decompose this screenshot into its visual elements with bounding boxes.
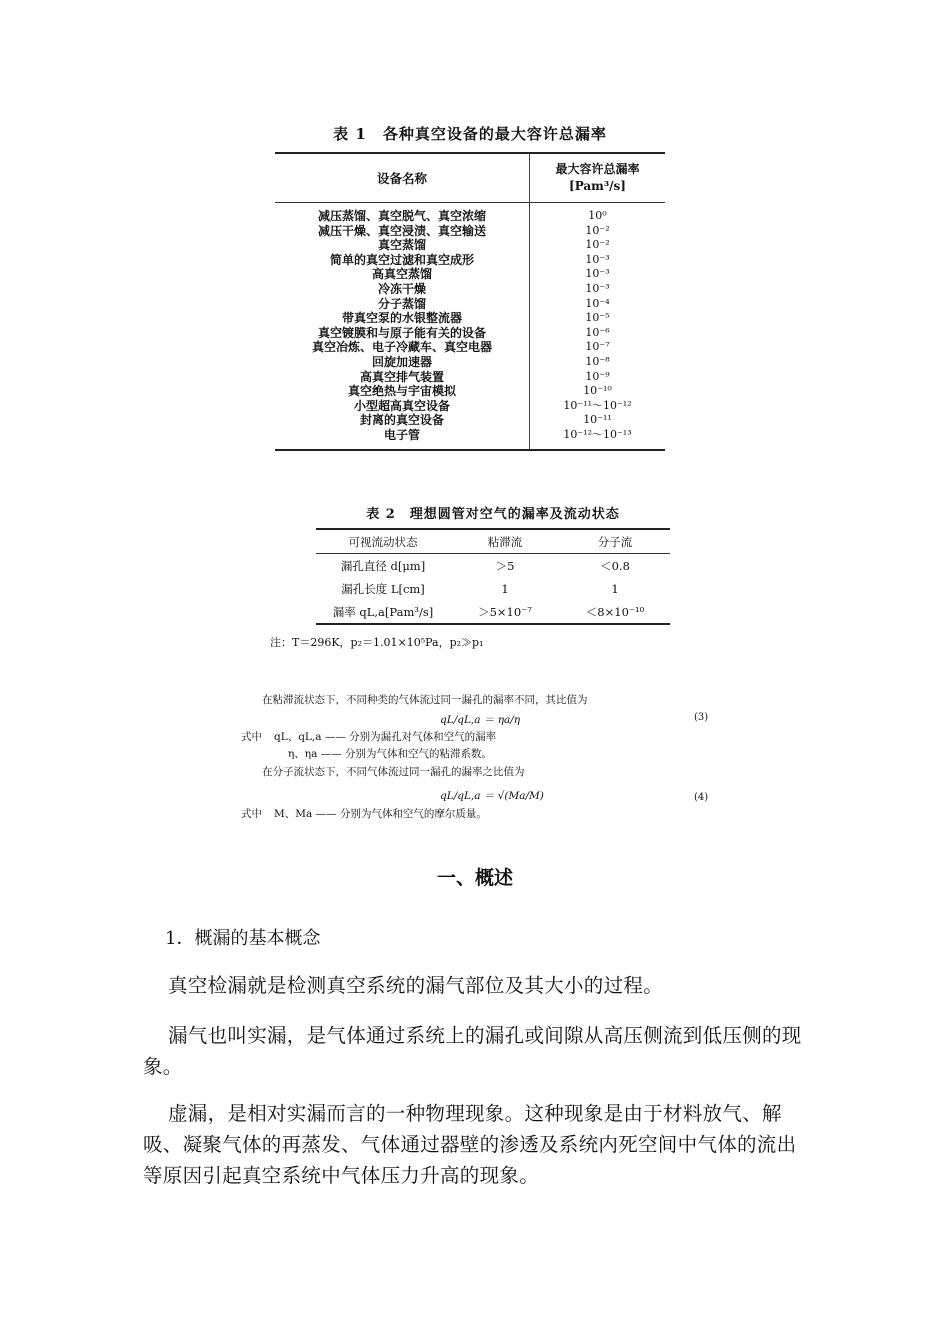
formula-where-2: 式中: [241, 808, 262, 820]
paragraph-1: 真空检漏就是检测真空系统的漏气部位及其大小的过程。: [168, 974, 664, 997]
table2-cell: ＜0.8: [600, 558, 630, 573]
table1-leak-rate: 10⁻³: [585, 267, 610, 281]
table-row: [275, 370, 665, 385]
table1-device-name: 小型超高真空设备: [275, 399, 530, 414]
table1-leak-rate: 10⁻⁴: [585, 296, 610, 310]
table-row: [316, 600, 670, 624]
table1-device-name: 分子蒸馏: [275, 297, 530, 312]
table1-device-name: 电子管: [275, 428, 530, 450]
paragraph-2: 漏气也叫实漏，是气体通过系统上的漏孔或间隙从高压侧流到低压侧的现象。: [143, 1024, 802, 1078]
table1-leak-rate: 10⁻⁷: [585, 340, 610, 354]
table1-device-name: 带真空泵的水银整流器: [275, 311, 530, 326]
formula-text-1: 在粘滞流状态下，不同种类的气体流过同一漏孔的漏率不同，其比值为: [262, 694, 588, 706]
table1-device-name: 真空冶炼、电子冷藏车、真空电器: [275, 340, 530, 355]
table1-device-name: 减压干燥、真空浸渍、真空输送: [275, 224, 530, 239]
table1-leak-rate: 10⁻⁹: [585, 369, 610, 383]
table1-header-rate-line2: [Pam³/s]: [569, 179, 626, 193]
table-row: [275, 297, 665, 312]
table2-cell: 漏孔直径 d[μm]: [340, 558, 426, 573]
table1-device-name: 真空绝热与宇宙模拟: [275, 384, 530, 399]
formula-text-5: M、Ma —— 分别为气体和空气的摩尔质量。: [274, 808, 487, 820]
formula-text-4: 在分子流状态下，不同气体流过同一漏孔的漏率之比值为: [262, 766, 525, 778]
table-row: [275, 355, 665, 370]
table1-leak-rate: 10⁻¹¹: [583, 413, 612, 427]
table-row: [275, 413, 665, 428]
table-row: [275, 267, 665, 282]
table-row: [275, 224, 665, 239]
equation-3-number: (3): [694, 712, 709, 723]
table1-header-rate-line1: 最大容许总漏率: [555, 162, 640, 176]
table-row: [275, 203, 665, 224]
table1-header-rate: [530, 153, 666, 203]
table-row: [275, 340, 665, 355]
formula-text-2: qL、qL,a —— 分别为漏孔对气体和空气的漏率: [274, 731, 497, 743]
table1: [275, 152, 665, 451]
table2: [316, 528, 670, 625]
equation-3: qL/qL,a ＝ ηa/η: [440, 714, 521, 726]
table1-leak-rate: 10⁻³: [585, 252, 610, 266]
equation-4-number: (4): [694, 792, 709, 803]
table-row: [316, 577, 670, 600]
table1-leak-rate: 10⁻¹⁰: [583, 384, 612, 398]
table2-cell: ＞5: [495, 558, 515, 573]
table2-cell: ＜8×10⁻¹⁰: [585, 604, 645, 619]
table-row: [275, 311, 665, 326]
table1-header-name: 设备名称: [275, 153, 530, 203]
table1-device-name: 高真空排气装置: [275, 370, 530, 385]
table2-cell: ＞5×10⁻⁷: [478, 604, 532, 619]
table1-device-name: 冷冻干燥: [275, 282, 530, 297]
table2-cell: 漏率 qL,a[Pam³/s]: [332, 604, 434, 619]
table1-leak-rate: 10⁻⁸: [585, 354, 610, 368]
formula-where-1: 式中: [241, 731, 262, 743]
table-row: [275, 428, 665, 450]
table1-device-name: 减压蒸馏、真空脱气、真空浓缩: [275, 203, 530, 224]
subsection-heading: 1．概漏的基本概念: [165, 928, 321, 949]
table1-leak-rate: 10⁰: [588, 209, 607, 222]
formula-text-3: η、ηa —— 分别为气体和空气的粘滞系数。: [288, 748, 493, 760]
table2-cell: 1: [611, 581, 619, 596]
table1-leak-rate: 10⁻¹¹～10⁻¹²: [563, 398, 632, 412]
table-row: [275, 384, 665, 399]
table1-caption: 表 1 各种真空设备的最大容许总漏率: [333, 125, 607, 143]
table2-cell: 漏孔长度 L[cm]: [341, 581, 425, 596]
table1-device-name: 高真空蒸馏: [275, 267, 530, 282]
section-title: 一、概述: [436, 867, 513, 889]
table-row: [316, 554, 670, 578]
table1-leak-rate: 10⁻²: [585, 223, 610, 237]
table-row: [275, 238, 665, 253]
table1-device-name: 真空蒸馏: [275, 238, 530, 253]
table1-leak-rate: 10⁻⁶: [585, 325, 610, 339]
table1-leak-rate: 10⁻⁵: [585, 311, 610, 325]
equation-4: qL/qL,a ＝ √(Ma/M): [440, 790, 544, 802]
table2-header: 粘滞流: [450, 529, 560, 554]
table2-cell: 1: [501, 581, 509, 596]
table-row: [275, 282, 665, 297]
table-row: [275, 399, 665, 414]
table2-header: 可视流动状态: [316, 529, 450, 554]
table2-caption: 表 2 理想圆管对空气的漏率及流动状态: [366, 507, 620, 522]
table1-device-name: 封离的真空设备: [275, 413, 530, 428]
table1-device-name: 回旋加速器: [275, 355, 530, 370]
table1-body: [275, 203, 665, 450]
table2-note: 注：T＝296K，p₂＝1.01×10⁵Pa，p₂≫p₁: [270, 636, 484, 649]
table-row: [275, 253, 665, 268]
table-row: [275, 326, 665, 341]
table1-leak-rate: 10⁻²: [585, 238, 610, 252]
table1-leak-rate: 10⁻³: [585, 281, 610, 295]
table2-header: 分子流: [560, 529, 670, 554]
table1-leak-rate: 10⁻¹²～10⁻¹³: [563, 427, 632, 441]
table1-device-name: 简单的真空过滤和真空成形: [275, 253, 530, 268]
table1-device-name: 真空镀膜和与原子能有关的设备: [275, 326, 530, 341]
paragraph-3: 虚漏，是相对实漏而言的一种物理现象。这种现象是由于材料放气、解吸、凝聚气体的再蒸发、气体通过器壁的渗透及系统内死空间中气体的流出等原因引起真空系统中气体压力升高的现象。: [143, 1102, 797, 1187]
